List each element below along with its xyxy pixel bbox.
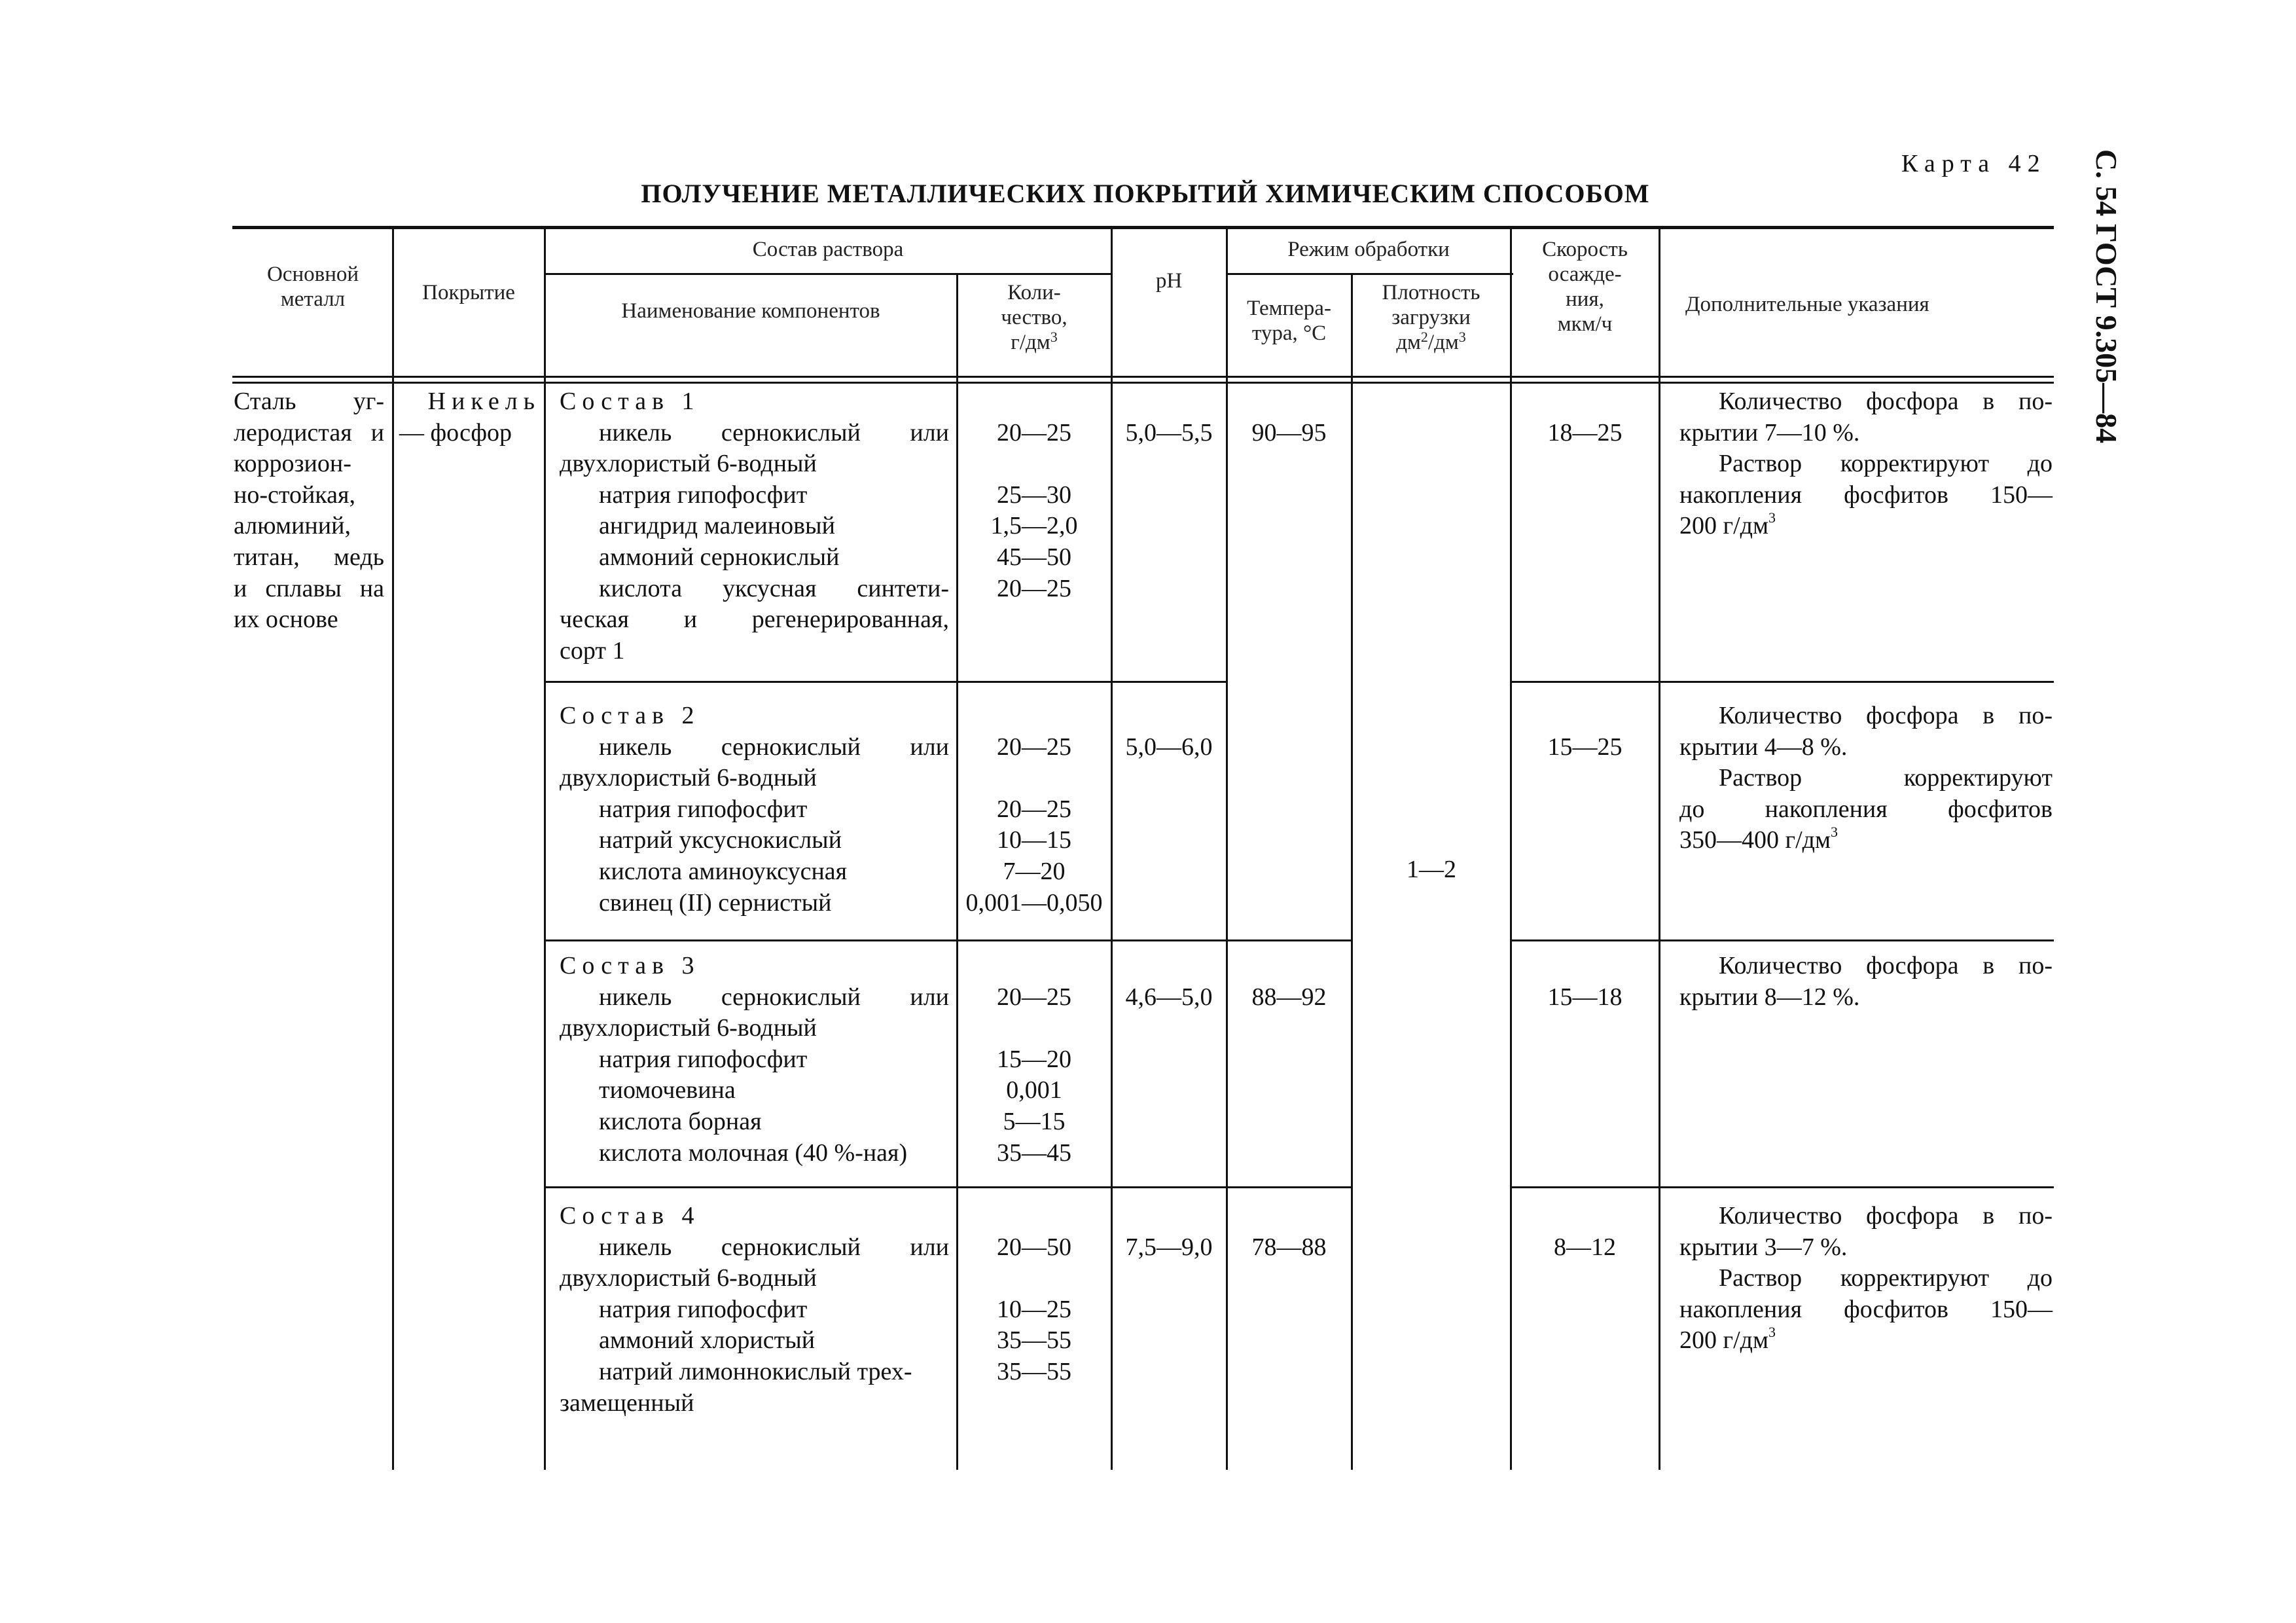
sep-2b bbox=[1227, 939, 1352, 941]
composition-quantities: 20—25 25—30 1,5—2,0 45—50 20—25 bbox=[990, 418, 1078, 602]
solution-subheader-rule bbox=[545, 273, 1112, 275]
header-coating: Покрытие bbox=[422, 281, 515, 304]
col-line-speed bbox=[1659, 226, 1660, 1470]
page-title: ПОЛУЧЕНИЕ МЕТАЛЛИЧЕСКИХ ПОКРЫТИЙ ХИМИЧЕСКИМ СПОСОБОМ bbox=[641, 179, 1650, 208]
col-line-qty bbox=[1111, 226, 1113, 1470]
composition-temperature: 88—92 bbox=[1251, 983, 1327, 1011]
header-rule-1 bbox=[232, 376, 2054, 378]
composition-speed: 8—12 bbox=[1554, 1233, 1616, 1261]
header-component-name: Наименование компонентов bbox=[621, 299, 880, 323]
header-rule-2 bbox=[232, 382, 2054, 384]
col-line-ph bbox=[1226, 226, 1228, 1470]
composition-temperature: 78—88 bbox=[1251, 1233, 1327, 1261]
sep-3b bbox=[1227, 1186, 1352, 1188]
header-base-metal: Основной металл bbox=[266, 263, 359, 311]
sep-1a bbox=[545, 681, 1228, 683]
composition-components: Состав 4 никель сернокислый или двухлористый 6-водный натрия гипофосфит аммоний хлористый натрий лимоннокислый трех- замещенный bbox=[560, 1202, 949, 1417]
composition-ph: 5,0—5,5 bbox=[1125, 418, 1213, 447]
sep-3a bbox=[545, 1186, 1228, 1188]
composition-quantities: 20—25 20—25 10—15 7—20 0,001—0,050 bbox=[965, 733, 1103, 917]
table-top-rule bbox=[232, 226, 2054, 229]
sep-2c bbox=[1511, 939, 2054, 941]
coating-cell: Никель — фосфор bbox=[399, 388, 541, 447]
composition-speed: 18—25 bbox=[1547, 418, 1623, 447]
header-load-density: Плотность загрузки $дм^2/дм^3$ bbox=[1382, 281, 1480, 354]
header-speed: Скорость осажде- ния, мкм/ч bbox=[1542, 238, 1628, 336]
sep-2a bbox=[545, 939, 1228, 941]
base-metal-cell: Сталь уг- леродистая и коррозион- но-стойкая, алюминий, титан, медь и сплавы на их основе bbox=[234, 388, 384, 634]
col-line-coating bbox=[544, 226, 546, 1470]
composition-speed: 15—18 bbox=[1547, 983, 1623, 1011]
sep-1b bbox=[1511, 681, 2054, 683]
composition-ph: 4,6—5,0 bbox=[1125, 983, 1213, 1011]
standard-side-label: С. 54 ГОСТ 9.305—84 bbox=[2090, 149, 2123, 444]
composition-components: Состав 3 никель сернокислый или двухлористый 6-водный натрия гипофосфит тиомочевина кислота борная кислота молочная (40 %-ная) bbox=[560, 952, 949, 1167]
composition-components: Состав 1 никель сернокислый или двухлористый 6-водный натрия гипофосфит ангидрид малеиновый аммоний сернокислый кислота уксусная синтети- ческая и регенерированная, сорт 1 bbox=[560, 388, 949, 665]
composition-notes: Количество фосфора в по- крытии 3—7 %. Раствор корректируют до накопления фосфитов 150— 200 $г/дм^3$ bbox=[1679, 1202, 2053, 1355]
header-notes: Дополнительные указания bbox=[1685, 293, 1929, 316]
sep-3c bbox=[1511, 1186, 2054, 1188]
header-solution: Состав раствора bbox=[752, 238, 904, 261]
composition-notes: Количество фосфора в по- крытии 7—10 %. Раствор корректируют до накопления фосфитов 150— 200 $г/дм^3$ bbox=[1679, 388, 2053, 540]
load-density-value: 1—2 bbox=[1407, 856, 1456, 883]
header-quantity: Коли- чество, $г/дм^3$ bbox=[1001, 281, 1067, 354]
composition-notes: Количество фосфора в по- крытии 4—8 %. Раствор корректируют до накопления фосфитов 350—400 $г/дм^3$ bbox=[1679, 702, 2053, 854]
composition-quantities: 20—50 10—25 35—55 35—55 bbox=[997, 1233, 1071, 1385]
composition-ph: 5,0—6,0 bbox=[1125, 733, 1213, 761]
header-ph: pH bbox=[1155, 269, 1183, 293]
composition-quantities: 20—25 15—20 0,001 5—15 35—45 bbox=[997, 983, 1071, 1167]
composition-temperature: 90—95 bbox=[1251, 418, 1327, 447]
col-line-load bbox=[1510, 226, 1512, 1470]
card-label: Карта 42 bbox=[1901, 150, 2047, 177]
composition-components: Состав 2 никель сернокислый или двухлористый 6-водный натрия гипофосфит натрий уксуснокислый кислота аминоуксусная свинец (II) сернистый bbox=[560, 702, 949, 917]
mode-subheader-rule bbox=[1227, 273, 1513, 275]
composition-speed: 15—25 bbox=[1547, 733, 1623, 761]
header-temperature: Темпера- тура, °С bbox=[1247, 297, 1331, 345]
col-line-base bbox=[392, 226, 394, 1470]
header-mode: Режим обработки bbox=[1287, 238, 1450, 261]
composition-notes: Количество фосфора в по- крытии 8—12 %. bbox=[1679, 952, 2053, 1011]
composition-ph: 7,5—9,0 bbox=[1125, 1233, 1213, 1261]
